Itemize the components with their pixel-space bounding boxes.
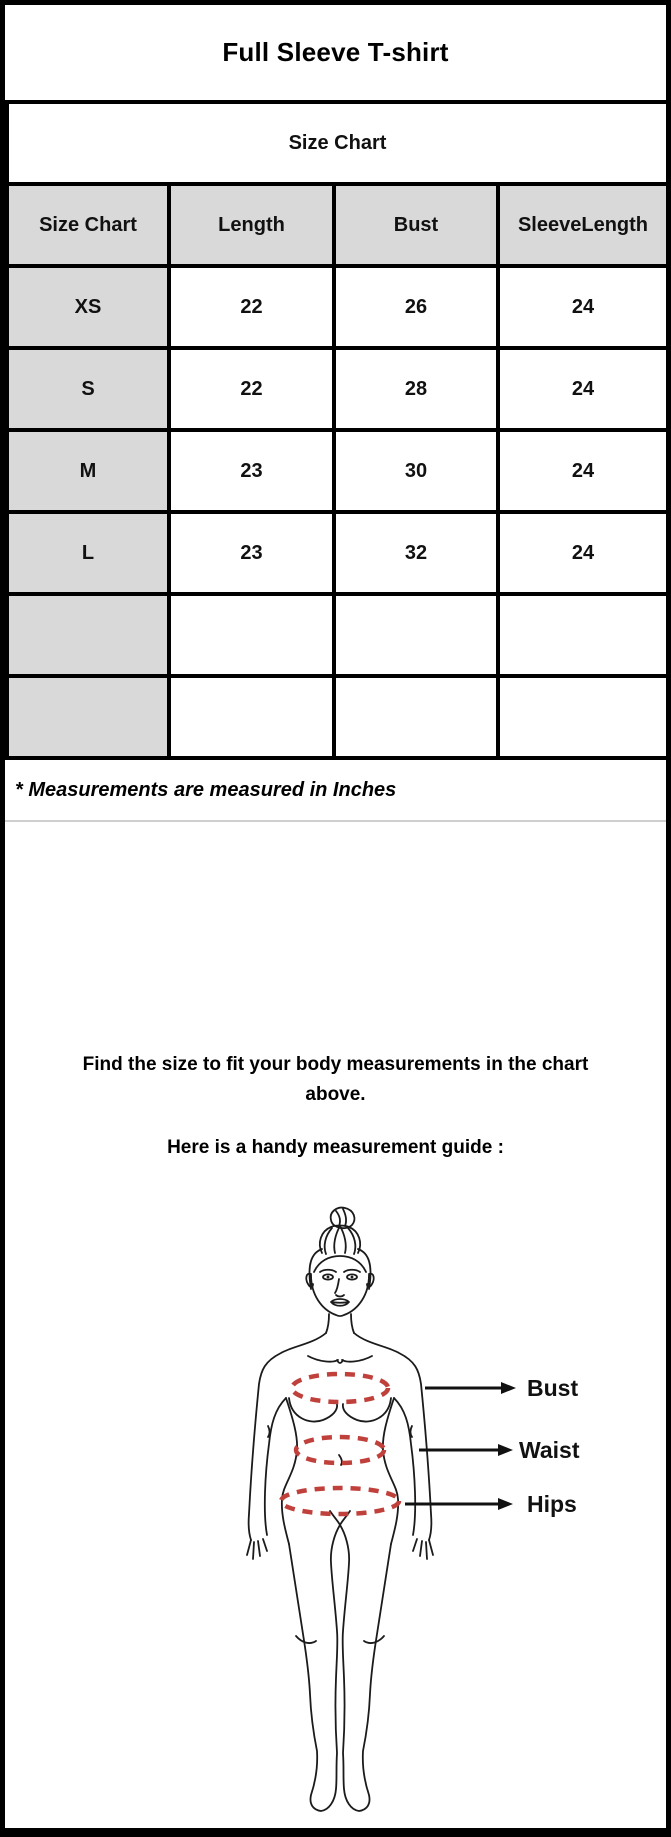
table-row	[7, 348, 668, 430]
hips-label: Hips	[527, 1490, 577, 1517]
table-row	[7, 266, 668, 348]
bust-cell	[334, 594, 498, 676]
table-row-empty	[7, 676, 668, 758]
size-cell: L	[7, 512, 169, 594]
instruction-text: Find the size to fit your body measurements in the chart above.	[82, 1054, 589, 1106]
sleevelength-cell: 24	[498, 266, 668, 348]
waist-measure-line	[296, 1437, 384, 1463]
bust-measure-line	[292, 1374, 388, 1402]
length-cell: 23	[169, 512, 334, 594]
page-title: Full Sleeve T-shirt	[222, 37, 449, 67]
table-caption-row	[7, 102, 668, 184]
bust-label: Bust	[527, 1374, 579, 1401]
size-chart-table	[5, 100, 670, 760]
size-cell: XS	[7, 266, 169, 348]
length-cell	[169, 676, 334, 758]
size-cell: S	[7, 348, 169, 430]
table-header-row	[7, 184, 668, 266]
size-cell	[7, 676, 169, 758]
table-caption: Size Chart	[7, 102, 668, 184]
guide-intro-text: Here is a handy measurement guide :	[167, 1136, 504, 1158]
sleevelength-cell	[498, 676, 668, 758]
bust-arrow-icon	[425, 1382, 516, 1394]
bust-cell	[334, 676, 498, 758]
waist-label: Waist	[519, 1436, 580, 1463]
size-cell	[7, 594, 169, 676]
column-header-bust: Bust	[334, 184, 498, 266]
size-cell: M	[7, 430, 169, 512]
column-header-size: Size Chart	[7, 184, 169, 266]
bust-cell: 32	[334, 512, 498, 594]
length-cell: 22	[169, 348, 334, 430]
sleevelength-cell: 24	[498, 512, 668, 594]
measurement-guide-figure	[5, 1183, 671, 1837]
body-outline-illustration	[247, 1207, 433, 1810]
table-row	[7, 512, 668, 594]
length-cell: 23	[169, 430, 334, 512]
length-cell: 22	[169, 266, 334, 348]
bust-cell: 28	[334, 348, 498, 430]
sleevelength-cell: 24	[498, 348, 668, 430]
hips-measure-line	[281, 1488, 399, 1514]
bust-cell: 26	[334, 266, 498, 348]
hips-arrow-icon	[405, 1498, 513, 1510]
column-header-sleevelength: SleeveLength	[498, 184, 668, 266]
table-row-empty	[7, 594, 668, 676]
bust-cell: 30	[334, 430, 498, 512]
sleevelength-cell: 24	[498, 430, 668, 512]
units-footnote: * Measurements are measured in Inches	[5, 760, 666, 822]
column-header-length: Length	[169, 184, 334, 266]
blank-space	[5, 822, 666, 1050]
table-row	[7, 430, 668, 512]
waist-arrow-icon	[419, 1444, 513, 1456]
length-cell	[169, 594, 334, 676]
sleevelength-cell	[498, 594, 668, 676]
